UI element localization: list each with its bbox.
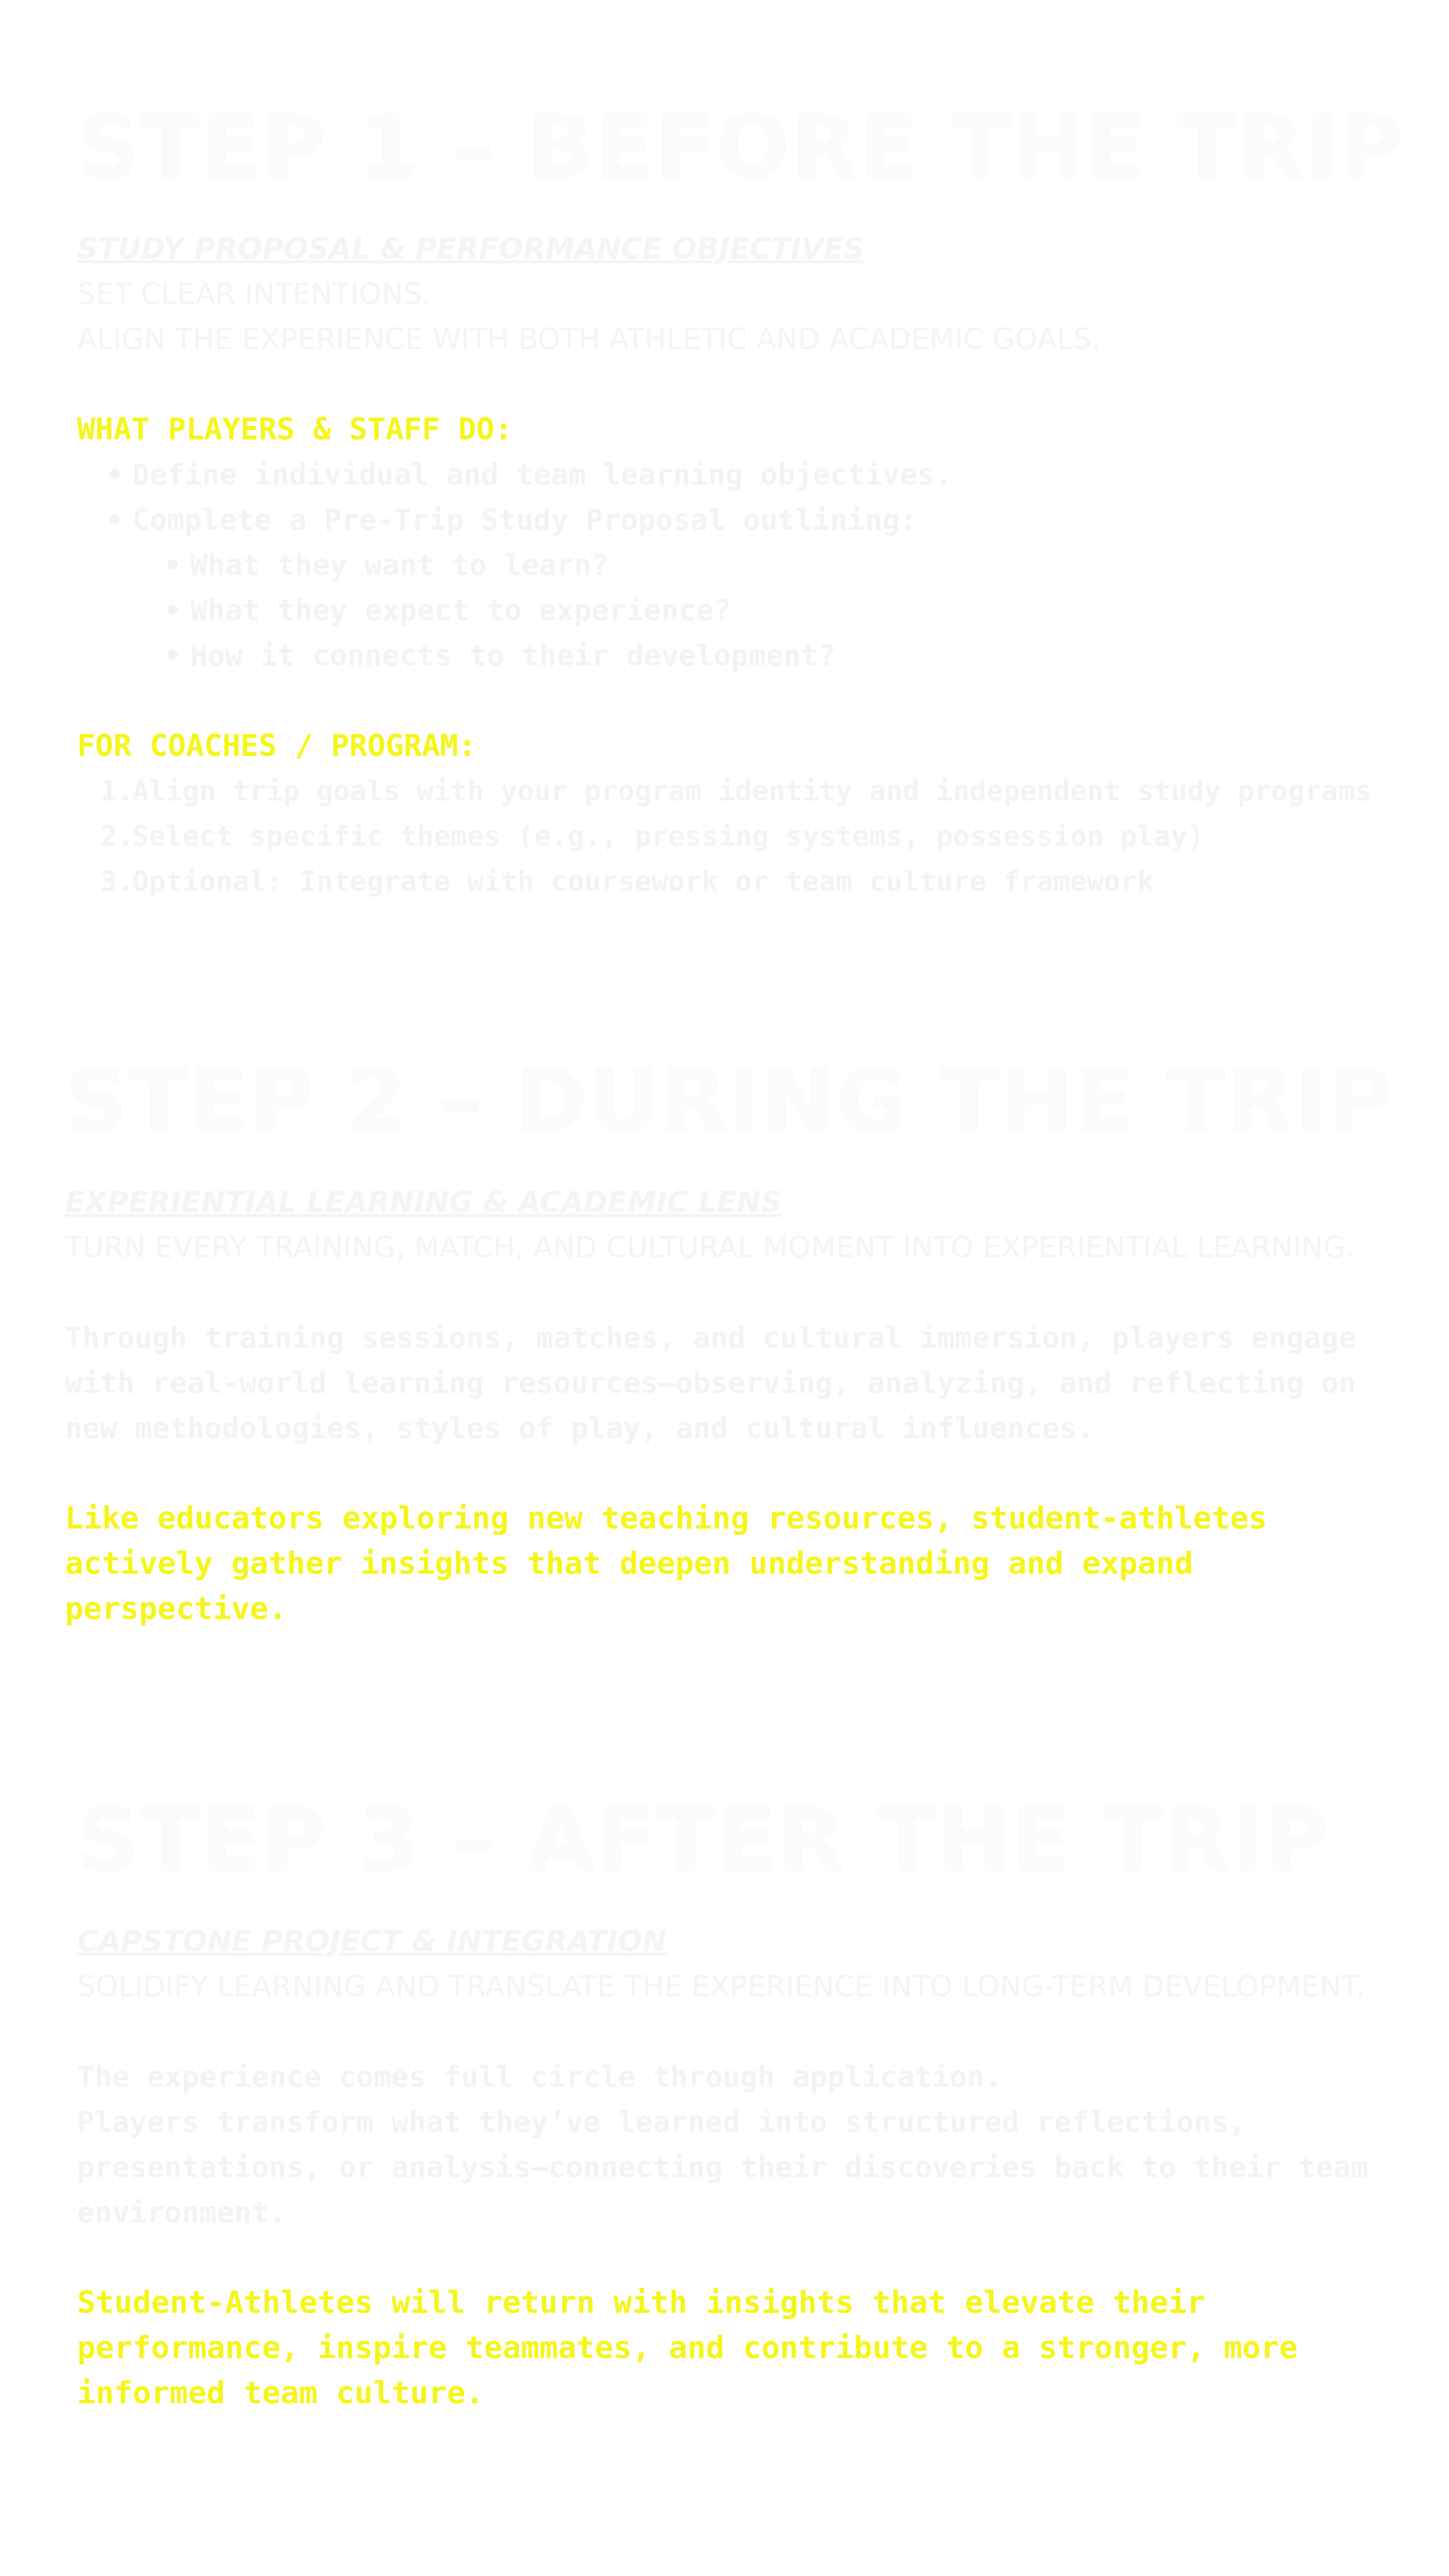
step-3-body-line-1: The experience comes full circle through application.	[77, 2060, 1002, 2094]
list-item: • Define individual and team learning objectives.	[77, 452, 1381, 497]
list-number: 2.	[100, 820, 134, 853]
step-3-subtitle: CAPSTONE PROJECT & INTEGRATION	[77, 1924, 667, 1958]
step-1-subtitle: STUDY PROPOSAL & PERFORMANCE OBJECTIVES	[77, 232, 865, 265]
proposal-sub-list	[77, 543, 1381, 678]
list-item	[77, 814, 1381, 859]
step-1-line-1: SET CLEAR INTENTIONS.	[77, 277, 431, 311]
list-text: Optional: Integrate with coursework or team culture framework	[132, 865, 1154, 898]
list-text: Align trip goals with your program identity and independent study programs	[132, 775, 1372, 807]
step-3-line-1: SOLIDIFY LEARNING AND TRANSLATE THE EXPERIENCE INTO LONG-TERM DEVELOPMENT.	[77, 1970, 1365, 2003]
list-item: • How it connects to their development?	[77, 633, 1381, 678]
list-item	[77, 859, 1381, 904]
step-2-line-1: TURN EVERY TRAINING, MATCH, AND CULTURAL MOMENT INTO EXPERIENTIAL LEARNING.	[65, 1231, 1355, 1264]
step-3-title: STEP 3 – AFTER THE TRIP	[77, 1790, 1330, 1891]
step-1-line-2: ALIGN THE EXPERIENCE WITH BOTH ATHLETIC AND ACADEMIC GOALS.	[77, 322, 1101, 356]
step-1-title: STEP 1 – BEFORE THE TRIP	[77, 97, 1404, 198]
players-staff-heading: WHAT PLAYERS & STAFF DO:	[77, 412, 513, 447]
coaches-program-list	[77, 769, 1381, 904]
step-2-subtitle: EXPERIENTIAL LEARNING & ACADEMIC LENS	[65, 1185, 782, 1219]
list-item: • Complete a Pre-Trip Study Proposal outlining:	[77, 497, 1381, 543]
list-item: • What they expect to experience?	[77, 588, 1381, 633]
step-2-highlight: Like educators exploring new teaching resources, student-athletes actively gather insights that deepen understanding and expand perspective.	[65, 1501, 1268, 1627]
list-number: 3.	[100, 865, 134, 898]
step-3-highlight: Student-Athletes will return with insights that elevate their performance, inspire teammates, and contribute to a stronger, more informed team culture.	[77, 2285, 1298, 2411]
list-text: Select specific themes (e.g., pressing systems, possession play)	[132, 820, 1204, 853]
list-number: 1.	[100, 775, 134, 807]
coaches-program-heading: FOR COACHES / PROGRAM:	[77, 729, 476, 763]
step-2-title: STEP 2 – DURING THE TRIP	[65, 1051, 1393, 1152]
list-item	[77, 769, 1381, 814]
list-item: • What they want to learn?	[77, 543, 1381, 588]
step-2-body: Through training sessions, matches, and cultural immersion, players engage with real-world learning resources—observing, analyzing, and reflecting on new methodologies, styles of play, and cultural influences.	[65, 1321, 1356, 1445]
players-staff-list	[77, 452, 1381, 543]
step-3-body-line-2: Players transform what they’ve learned into structured reflections, presentations, or analysis—connecting their discoveries back to their team environment.	[77, 2105, 1368, 2229]
